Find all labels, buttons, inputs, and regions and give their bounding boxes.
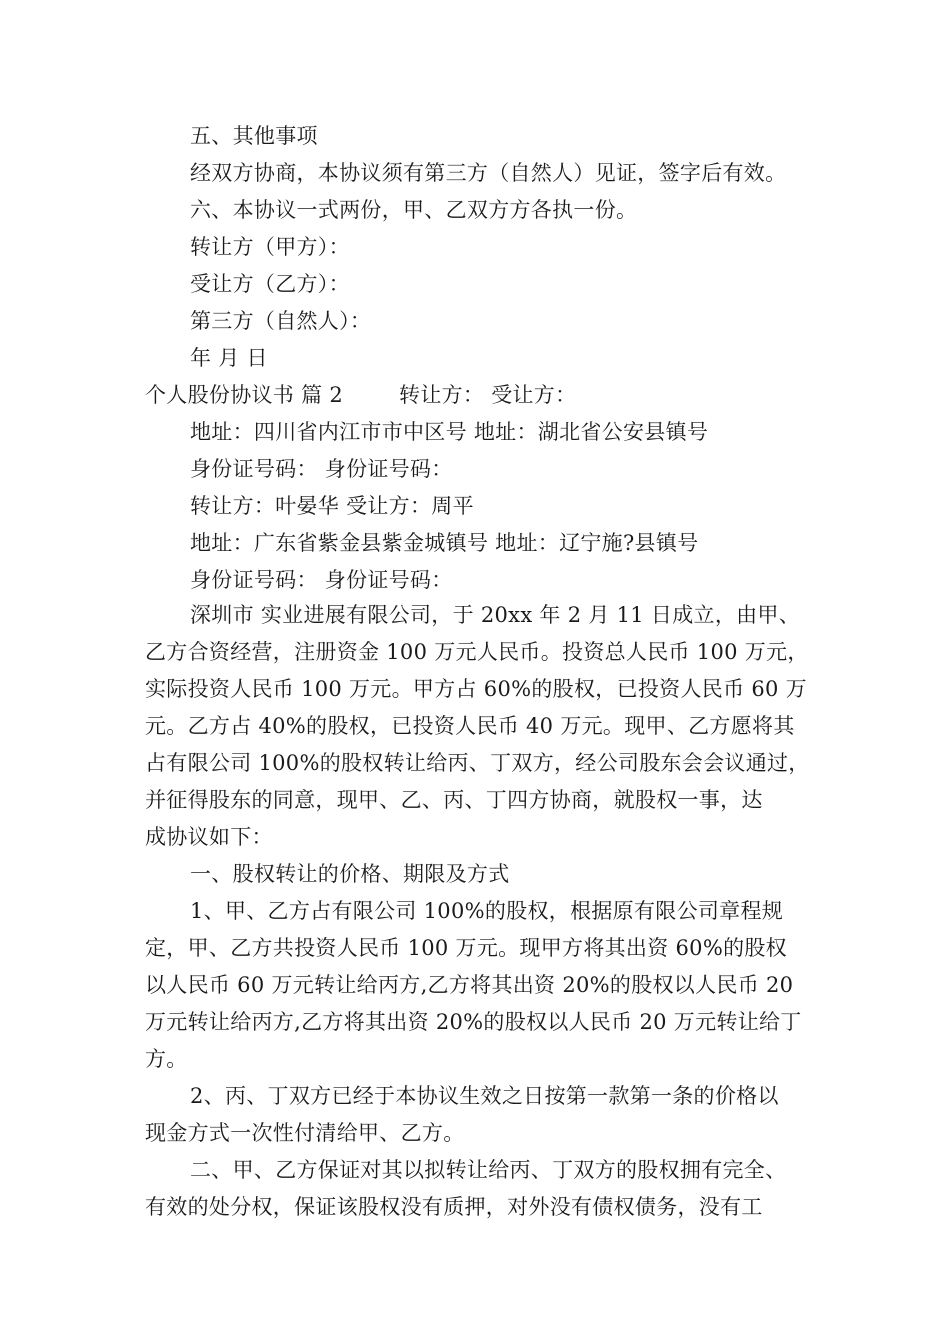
paragraph-line: 2、丙、丁双方已经于本协议生效之日按第一款第一条的价格以 <box>190 1084 779 1108</box>
paragraph-line: 经双方协商，本协议须有第三方（自然人）见证，签字后有效。 <box>190 161 787 185</box>
paragraph-line: 有效的处分权，保证该股权没有质押，对外没有债权债务，没有工 <box>145 1195 763 1219</box>
party-id-line: 身份证号码： 身份证号码： <box>190 568 453 592</box>
paragraph-line: 六、本协议一式两份，甲、乙双方方各执一份。 <box>190 198 638 222</box>
paragraph-line: 万元转让给丙方,乙方将其出资 20%的股权以人民币 20 万元转让给丁 <box>145 1010 802 1034</box>
section-heading-transfer-terms: 一、股权转让的价格、期限及方式 <box>190 862 510 886</box>
date-line: 年 月 日 <box>190 346 268 370</box>
paragraph-line: 深圳市 实业进展有限公司，于 20xx 年 2 月 11 日成立，由甲、 <box>190 603 801 627</box>
party-address-line: 地址：四川省内江市市中区号 地址：湖北省公安县镇号 <box>190 420 709 444</box>
paragraph-line: 乙方合资经营，注册资金 100 万元人民币。投资总人民币 100 万元， <box>145 640 809 664</box>
paragraph-line: 元。乙方占 40%的股权，已投资人民币 40 万元。现甲、乙方愿将其 <box>145 714 795 738</box>
paragraph-line: 二、甲、乙方保证对其以拟转让给丙、丁双方的股权拥有完全、 <box>190 1158 787 1182</box>
article-title: 个人股份协议书 篇 2 <box>145 383 344 407</box>
paragraph-line: 方。 <box>145 1047 188 1071</box>
paragraph-line: 并征得股东的同意，现甲、乙、丙、丁四方协商，就股权一事，达 <box>145 788 763 812</box>
paragraph-line: 1、甲、乙方占有限公司 100%的股权，根据原有限公司章程规 <box>190 899 784 923</box>
paragraph-line: 实际投资人民币 100 万元。甲方占 60%的股权，已投资人民币 60 万 <box>145 677 807 701</box>
party-names-line: 转让方：叶晏华 受让方：周平 <box>190 494 474 518</box>
paragraph-line: 占有限公司 100%的股权转让给丙、丁双方，经公司股东会会议通过， <box>145 751 810 775</box>
section-heading-other-matters: 五、其他事项 <box>190 124 318 148</box>
article-heading-line <box>145 377 576 414</box>
signature-line-transferor: 转让方（甲方）： <box>190 235 350 259</box>
parties-label: 转让方： 受让方： <box>399 383 577 407</box>
signature-line-third-party: 第三方（自然人）： <box>190 309 372 333</box>
paragraph-line: 现金方式一次性付清给甲、乙方。 <box>145 1121 465 1145</box>
paragraph-line: 以人民币 60 万元转让给丙方,乙方将其出资 20%的股权以人民币 20 <box>145 973 794 997</box>
paragraph-line: 定，甲、乙方共投资人民币 100 万元。现甲方将其出资 60%的股权 <box>145 936 787 960</box>
party-address-line: 地址：广东省紫金县紫金城镇号 地址：辽宁施?县镇号 <box>190 531 699 555</box>
party-id-line: 身份证号码： 身份证号码： <box>190 457 453 481</box>
signature-line-transferee: 受让方（乙方）： <box>190 272 350 296</box>
paragraph-line: 成协议如下： <box>145 825 273 849</box>
